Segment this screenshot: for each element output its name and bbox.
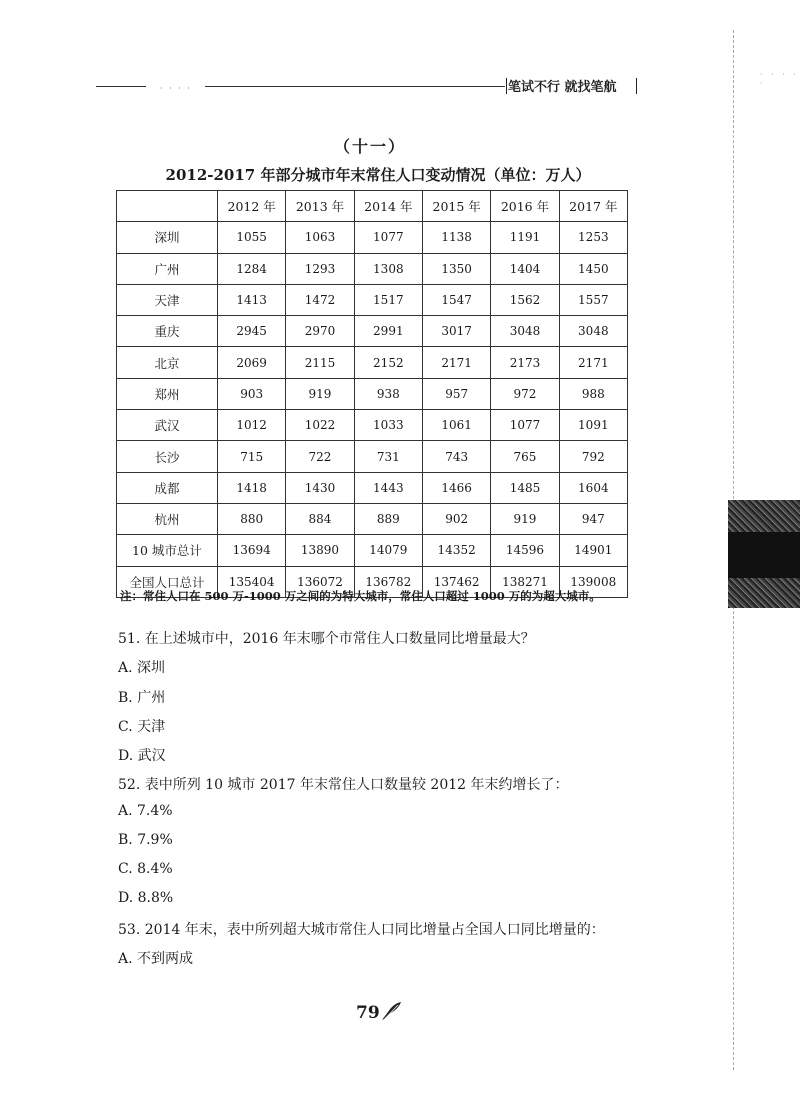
table-cell: 1547 bbox=[422, 284, 490, 315]
table-cell: 902 bbox=[422, 503, 490, 534]
table-row bbox=[117, 503, 628, 534]
table-cell: 715 bbox=[218, 441, 286, 472]
option-c: C. 天津 bbox=[118, 719, 166, 735]
table-cell: 2171 bbox=[422, 347, 490, 378]
table-cell: 1012 bbox=[218, 410, 286, 441]
table-cell: 1061 bbox=[422, 410, 490, 441]
table-cell: 2152 bbox=[354, 347, 422, 378]
table-cell: 1077 bbox=[491, 410, 559, 441]
table-cell: 1077 bbox=[354, 222, 422, 253]
table-cell: 884 bbox=[286, 503, 354, 534]
option-b: B. 广州 bbox=[118, 690, 166, 706]
column-header: 2012 年 bbox=[218, 191, 286, 222]
table-cell: 2991 bbox=[354, 316, 422, 347]
header-rule bbox=[205, 86, 505, 87]
table-cell: 1517 bbox=[354, 284, 422, 315]
table-cell: 3048 bbox=[559, 316, 627, 347]
table-row bbox=[117, 535, 628, 566]
table-note: 注：常住人口在 500 万-1000 万之间的为特大城市，常住人口超过 1000 万的为超大城市。 bbox=[120, 589, 601, 603]
table-cell: 2945 bbox=[218, 316, 286, 347]
row-label: 全国人口总计 bbox=[117, 566, 218, 597]
table-cell: 1562 bbox=[491, 284, 559, 315]
table-cell: 13694 bbox=[218, 535, 286, 566]
scan-artifact-dark bbox=[728, 532, 800, 578]
table-cell: 1091 bbox=[559, 410, 627, 441]
table-cell: 792 bbox=[559, 441, 627, 472]
table-cell: 947 bbox=[559, 503, 627, 534]
header-tick-left bbox=[506, 78, 507, 94]
table-row bbox=[117, 253, 628, 284]
page-number: 79 bbox=[356, 1003, 380, 1023]
table-cell: 137462 bbox=[422, 566, 490, 597]
table-cell: 1485 bbox=[491, 472, 559, 503]
table-cell: 1413 bbox=[218, 284, 286, 315]
table-cell: 136072 bbox=[286, 566, 354, 597]
option-a: A. 深圳 bbox=[118, 660, 166, 676]
table-row bbox=[117, 472, 628, 503]
option-b: B. 7.9% bbox=[118, 832, 173, 848]
table-row bbox=[117, 284, 628, 315]
table-cell: 743 bbox=[422, 441, 490, 472]
row-label: 武汉 bbox=[117, 410, 218, 441]
table-cell: 880 bbox=[218, 503, 286, 534]
row-label: 天津 bbox=[117, 284, 218, 315]
table-row bbox=[117, 347, 628, 378]
table-cell: 1350 bbox=[422, 253, 490, 284]
table-cell: 1063 bbox=[286, 222, 354, 253]
table-cell: 1557 bbox=[559, 284, 627, 315]
table-row bbox=[117, 316, 628, 347]
header-dots: · · · · bbox=[160, 84, 192, 93]
question-52: 52. 表中所列 10 城市 2017 年末常住人口数量较 2012 年末约增长了： bbox=[118, 777, 569, 793]
column-header: 2014 年 bbox=[354, 191, 422, 222]
table-cell: 903 bbox=[218, 378, 286, 409]
column-header: 2015 年 bbox=[422, 191, 490, 222]
table-cell: 1604 bbox=[559, 472, 627, 503]
table-cell: 938 bbox=[354, 378, 422, 409]
column-header: 2013 年 bbox=[286, 191, 354, 222]
table-cell: 1022 bbox=[286, 410, 354, 441]
table-cell: 765 bbox=[491, 441, 559, 472]
column-header: 2016 年 bbox=[491, 191, 559, 222]
table-cell: 139008 bbox=[559, 566, 627, 597]
table-cell: 1404 bbox=[491, 253, 559, 284]
table-title: 2012-2017 年部分城市年末常住人口变动情况（单位：万人） bbox=[165, 166, 591, 184]
table-cell: 972 bbox=[491, 378, 559, 409]
table-cell: 1443 bbox=[354, 472, 422, 503]
table-cell: 2173 bbox=[491, 347, 559, 378]
option-d: D. 武汉 bbox=[118, 748, 166, 764]
question-51: 51. 在上述城市中，2016 年末哪个市常住人口数量同比增量最大？ bbox=[118, 631, 535, 647]
table-cell: 14596 bbox=[491, 535, 559, 566]
table-cell: 1472 bbox=[286, 284, 354, 315]
table-cell: 731 bbox=[354, 441, 422, 472]
table-cell: 1430 bbox=[286, 472, 354, 503]
row-label: 重庆 bbox=[117, 316, 218, 347]
header-tick-right bbox=[636, 78, 637, 94]
option-c: C. 8.4% bbox=[118, 861, 173, 877]
section-title: （十一） bbox=[333, 137, 406, 156]
table-cell: 1055 bbox=[218, 222, 286, 253]
row-label: 杭州 bbox=[117, 503, 218, 534]
population-table bbox=[116, 190, 628, 598]
table-row bbox=[117, 222, 628, 253]
table-cell: 3017 bbox=[422, 316, 490, 347]
table-cell: 3048 bbox=[491, 316, 559, 347]
table-cell: 1450 bbox=[559, 253, 627, 284]
table-cell: 136782 bbox=[354, 566, 422, 597]
header-slogan: 笔试不行 就找笔航 bbox=[508, 80, 617, 95]
row-label: 成都 bbox=[117, 472, 218, 503]
row-label: 北京 bbox=[117, 347, 218, 378]
row-label: 广州 bbox=[117, 253, 218, 284]
table-cell: 1191 bbox=[491, 222, 559, 253]
row-label: 郑州 bbox=[117, 378, 218, 409]
table-cell: 2069 bbox=[218, 347, 286, 378]
row-label: 长沙 bbox=[117, 441, 218, 472]
quill-pen-icon bbox=[380, 1000, 402, 1022]
table-cell: 919 bbox=[491, 503, 559, 534]
table-cell: 1138 bbox=[422, 222, 490, 253]
table-cell: 1284 bbox=[218, 253, 286, 284]
table-cell: 13890 bbox=[286, 535, 354, 566]
question-53: 53. 2014 年末，表中所列超大城市常住人口同比增量占全国人口同比增量的： bbox=[118, 922, 605, 938]
table-cell: 1253 bbox=[559, 222, 627, 253]
table-cell: 2970 bbox=[286, 316, 354, 347]
scan-dots: · · · · · bbox=[760, 70, 799, 88]
option-d: D. 8.8% bbox=[118, 890, 174, 906]
table-cell: 919 bbox=[286, 378, 354, 409]
table-cell: 1308 bbox=[354, 253, 422, 284]
table-cell: 1293 bbox=[286, 253, 354, 284]
table-row bbox=[117, 441, 628, 472]
row-label: 10 城市总计 bbox=[117, 535, 218, 566]
table-cell: 14079 bbox=[354, 535, 422, 566]
table-cell: 1466 bbox=[422, 472, 490, 503]
table-cell: 14352 bbox=[422, 535, 490, 566]
table-cell: 2171 bbox=[559, 347, 627, 378]
table-cell: 722 bbox=[286, 441, 354, 472]
table-row bbox=[117, 410, 628, 441]
table-cell: 957 bbox=[422, 378, 490, 409]
table-row bbox=[117, 378, 628, 409]
table-cell: 1418 bbox=[218, 472, 286, 503]
table-cell: 889 bbox=[354, 503, 422, 534]
table-cell: 14901 bbox=[559, 535, 627, 566]
column-header: 2017 年 bbox=[559, 191, 627, 222]
column-header bbox=[117, 191, 218, 222]
option-a: A. 7.4% bbox=[118, 803, 173, 819]
header-rule-left bbox=[96, 86, 146, 87]
row-label: 深圳 bbox=[117, 222, 218, 253]
table-cell: 988 bbox=[559, 378, 627, 409]
table-cell: 2115 bbox=[286, 347, 354, 378]
table-cell: 135404 bbox=[218, 566, 286, 597]
table-cell: 1033 bbox=[354, 410, 422, 441]
table-cell: 138271 bbox=[491, 566, 559, 597]
table-header-row bbox=[117, 191, 628, 222]
option-a: A. 不到两成 bbox=[118, 951, 194, 967]
